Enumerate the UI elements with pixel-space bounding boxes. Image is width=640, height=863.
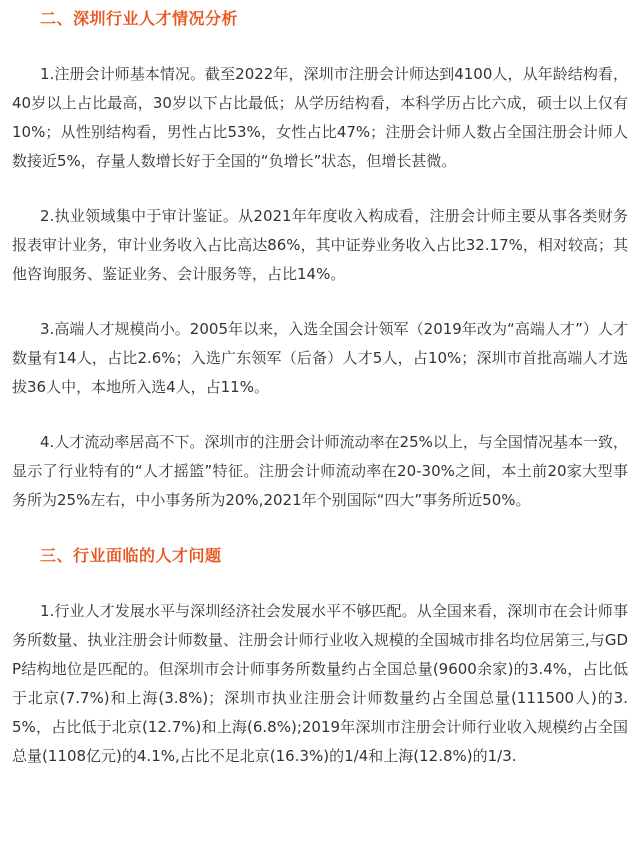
paragraph-high-end-talent — [12, 315, 628, 402]
paragraph-text: 3.高端人才规模尚小。2005年以来，入选全国会计领军（2019年改为“高端人才”）人才数量有14人，占比2.6%；入选广东领军（后备）人才5人，占10%；深圳市首批高端人才选拔36人中，本地所入选4人，占11%。 — [12, 320, 628, 396]
paragraph-text: 1.行业人才发展水平与深圳经济社会发展水平不够匹配。从全国来看，深圳市在会计师事务所数量、执业注册会计师数量、注册会计师行业收入规模的全国城市排名均位居第三,与GDP结构地位是匹配的。但深圳市会计师事务所数量约占全国总量(9600余家)的3.4%，占比低于北京(7.7%)和上海(3.8%)；深圳市执业注册会计师数量约占全国总量(111500人)的3.5%，占比低于北京(12.7%)和上海(6.8%);2019年深圳市注册会计师行业收入规模约占全国总量(1108亿元)的4.1%,占比不足北京(16.3%)的1/4和上海(12.8%)的1/3. — [12, 602, 628, 765]
paragraph-cpa-basics — [12, 60, 628, 176]
section-heading-talent-analysis: 二、深圳行业人才情况分析 — [40, 9, 239, 28]
section-heading-talent-problems: 三、行业面临的人才问题 — [40, 546, 222, 565]
paragraph-talent-turnover — [12, 428, 628, 515]
paragraph-development-mismatch — [12, 597, 628, 771]
paragraph-text: 4.人才流动率居高不下。深圳市的注册会计师流动率在25%以上，与全国情况基本一致，显示了行业特有的“人才摇篮”特征。注册会计师流动率在20-30%之间，本土前20家大型事务所为25%左右，中小事务所为20%,2021年个别国际“四大”事务所近50%。 — [12, 433, 628, 509]
paragraph-text: 2.执业领域集中于审计鉴证。从2021年年度收入构成看，注册会计师主要从事各类财务报表审计业务，审计业务收入占比高达86%，其中证券业务收入占比32.17%，相对较高；其他咨询服务、鉴证业务、会计服务等，占比14%。 — [12, 207, 628, 283]
paragraph-audit-focus — [12, 202, 628, 289]
paragraph-text: 1.注册会计师基本情况。截至2022年，深圳市注册会计师达到4100人，从年龄结构看，40岁以上占比最高，30岁以下占比最低；从学历结构看，本科学历占比六成，硕士以上仅有10%；从性别结构看，男性占比53%，女性占比47%；注册会计师人数占全国注册会计师人数接近5%，存量人数增长好于全国的“负增长”状态，但增长甚微。 — [12, 65, 628, 170]
